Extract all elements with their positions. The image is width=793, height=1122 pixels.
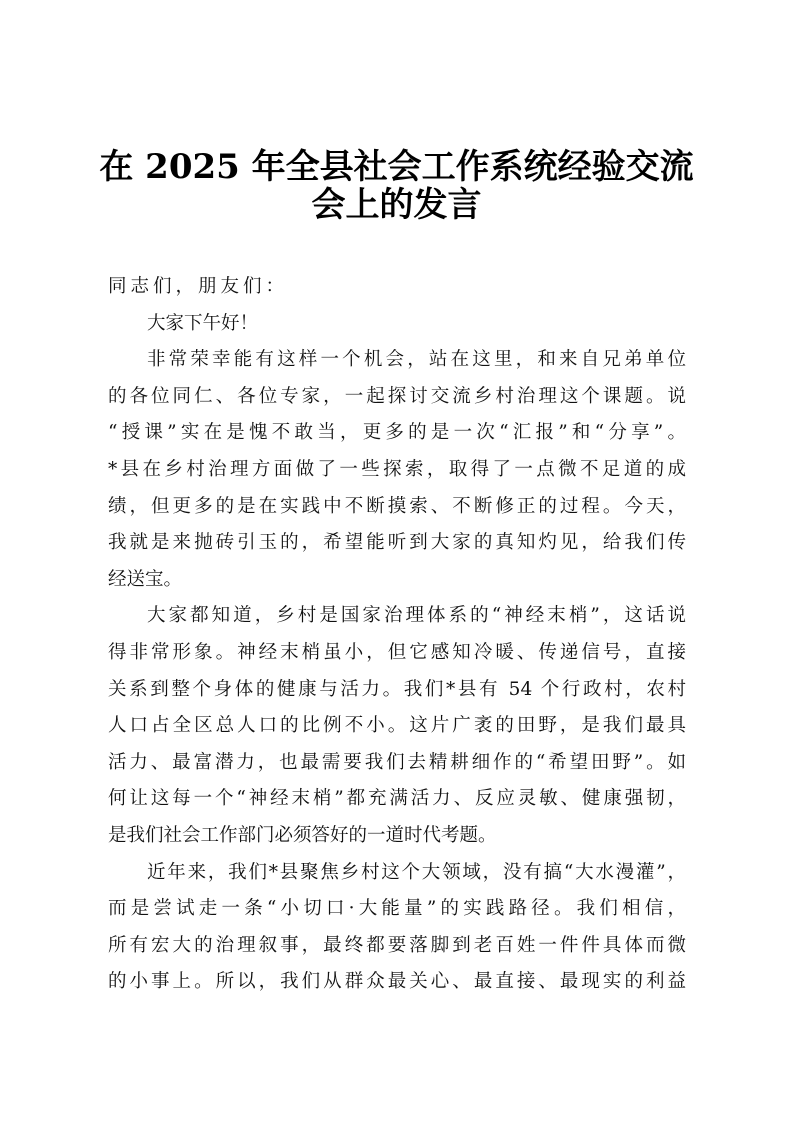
paragraph (108, 306, 686, 343)
paragraph-line: 人口占全区总人口的比例不小。这片广袤的田野，是我们最具 (108, 715, 686, 737)
paragraph-line: 的各位同仁、各位专家，一起探讨交流乡村治理这个课题。说 (108, 385, 686, 407)
paragraph-line: 得非常形象。神经末梢虽小，但它感知冷暖、传递信号，直接 (108, 641, 686, 663)
paragraph-line: 大家下午好！ (147, 312, 259, 334)
document-title (0, 148, 793, 224)
paragraph (108, 342, 686, 598)
paragraph-line: 大家都知道，乡村是国家治理体系的“神经末梢”，这话说 (147, 605, 686, 627)
greeting: 同志们，朋友们： (108, 276, 289, 297)
title-line-1: 在 2025 年全县社会工作系统经验交流 (99, 147, 694, 187)
document-body (108, 269, 686, 1001)
paragraph-line: “授课”实在是愧不敢当，更多的是一次“汇报”和“分享”。 (108, 422, 686, 444)
paragraph-line: 所有宏大的治理叙事，最终都要落脚到老百姓一件件具体而微 (108, 934, 686, 956)
paragraph-line: 何让这每一个“神经末梢”都充满活力、反应灵敏、健康强韧， (108, 788, 686, 810)
paragraph-line: 活力、最富潜力，也最需要我们去精耕细作的“希望田野”。如 (108, 751, 686, 773)
paragraph-line: 关系到整个身体的健康与活力。我们*县有 54 个行政村，农村 (108, 678, 686, 700)
paragraph-line: 近年来，我们*县聚焦乡村这个大领域，没有搞“大水漫灌”， (147, 861, 686, 883)
paragraph-line: 是我们社会工作部门必须答好的一道时代考题。 (108, 824, 497, 846)
paragraph-line: *县在乡村治理方面做了一些探索，取得了一点微不足道的成 (108, 458, 686, 480)
paragraph-line: 我就是来抛砖引玉的，希望能听到大家的真知灼见，给我们传 (108, 532, 686, 554)
paragraph-line: 经送宝。 (108, 568, 183, 590)
paragraph (108, 598, 686, 854)
paragraph-line: 非常荣幸能有这样一个机会，站在这里，和来自兄弟单位 (147, 349, 686, 371)
paragraph (108, 855, 686, 1001)
paragraph-line: 的小事上。所以，我们从群众最关心、最直接、最现实的利益 (108, 971, 686, 993)
paragraph-line: 绩，但更多的是在实践中不断摸索、不断修正的过程。今天， (108, 495, 686, 517)
title-line-2: 会上的发言 (311, 185, 482, 225)
paragraph-line: 而是尝试走一条“小切口·大能量”的实践路径。我们相信， (108, 898, 686, 920)
